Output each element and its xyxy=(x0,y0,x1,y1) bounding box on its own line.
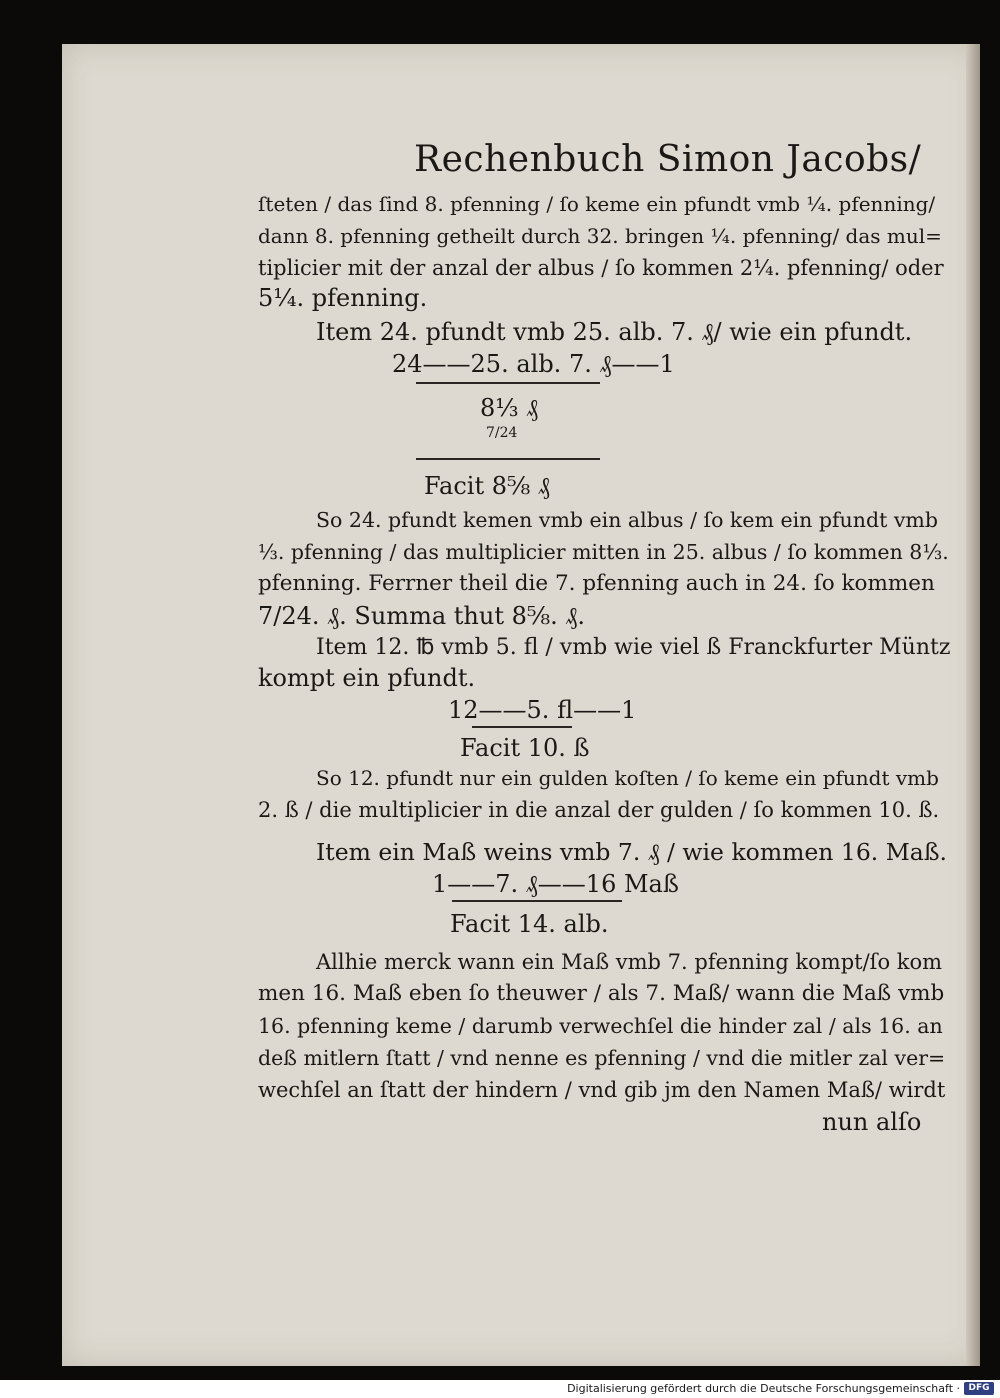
text-line: wechſel an ſtatt der hindern / vnd gib jm den Namen Maß/ wirdt xyxy=(258,1078,946,1102)
text-line: pfenning. Ferrner theil die 7. pfenning auch in 24. ſo kommen xyxy=(258,571,935,596)
divider-rule xyxy=(416,458,600,460)
catchword: nun alſo xyxy=(822,1108,922,1136)
running-head: Rechenbuch Simon Jacobs/ xyxy=(414,139,922,180)
book-page xyxy=(62,44,980,1366)
facit-line: Facit 8⅝ ₰ xyxy=(424,472,550,500)
text-line: tiplicier mit der anzal der albus / ſo kommen 2¼. pfenning/ oder xyxy=(258,256,944,280)
text-line: 5¼. pfenning. xyxy=(258,284,428,312)
divider-rule xyxy=(472,726,572,728)
text-line: Item 12. ℔ vmb 5. fl / vmb wie viel ß Franckfurter Müntz xyxy=(316,635,951,660)
dfg-logo: DFG xyxy=(964,1382,994,1395)
text-line: ⅓. pfenning / das multiplicier mitten in 25. albus / ſo kommen 8⅓. xyxy=(258,540,949,564)
calculation-line: 24——25. alb. 7. ₰——1 xyxy=(392,350,675,378)
text-line: 7/24. ₰. Summa thut 8⅝. ₰. xyxy=(258,602,586,630)
text-line: deß mitlern ſtatt / vnd nenne es pfenning / vnd die mitler zal ver= xyxy=(258,1046,946,1070)
fraction: 7/24 xyxy=(486,425,518,441)
text-line: ſteten / das ſind 8. pfenning / ſo keme ein pfundt vmb ¼. pfenning/ xyxy=(258,192,936,216)
text-line: 2. ß / die multiplicier in die anzal der gulden / ſo kommen 10. ß. xyxy=(258,798,940,822)
text-line: Allhie merck wann ein Maß vmb 7. pfenning kompt/ſo kom xyxy=(316,950,943,974)
text-line: kompt ein pfundt. xyxy=(258,664,476,692)
divider-rule xyxy=(452,900,622,902)
text-line: men 16. Maß eben ſo theuwer / als 7. Maß/ wann die Maß vmb xyxy=(258,981,945,1006)
text-line: So 12. pfundt nur ein gulden koſten / ſo keme ein pfundt vmb xyxy=(316,766,939,790)
calculation-line: 1——7. ₰——16 Maß xyxy=(432,870,679,898)
divider-rule xyxy=(416,382,600,384)
footer-credit: Digitalisierung gefördert durch die Deutsche Forschungsgemeinschaft · xyxy=(567,1382,960,1395)
text-line: 16. pfenning keme / darumb verwechſel die hinder zal / als 16. an xyxy=(258,1014,943,1038)
page-edge xyxy=(966,44,980,1366)
facit-line: Facit 14. alb. xyxy=(450,910,609,938)
text-line: dann 8. pfenning getheilt durch 32. bringen ¼. pfenning/ das mul= xyxy=(258,224,942,248)
calculation-line: 12——5. fl——1 xyxy=(448,696,637,724)
text-line: Item ein Maß weins vmb 7. ₰ / wie kommen 16. Maß. xyxy=(316,838,947,866)
text-line: Item 24. pfundt vmb 25. alb. 7. ₰/ wie ein pfundt. xyxy=(316,318,913,346)
digitization-footer xyxy=(0,1380,1000,1398)
text-line: So 24. pfundt kemen vmb ein albus / ſo kem ein pfundt vmb xyxy=(316,508,938,532)
result-value: 8⅓ ₰ xyxy=(480,394,539,422)
facit-line: Facit 10. ß xyxy=(460,734,590,762)
